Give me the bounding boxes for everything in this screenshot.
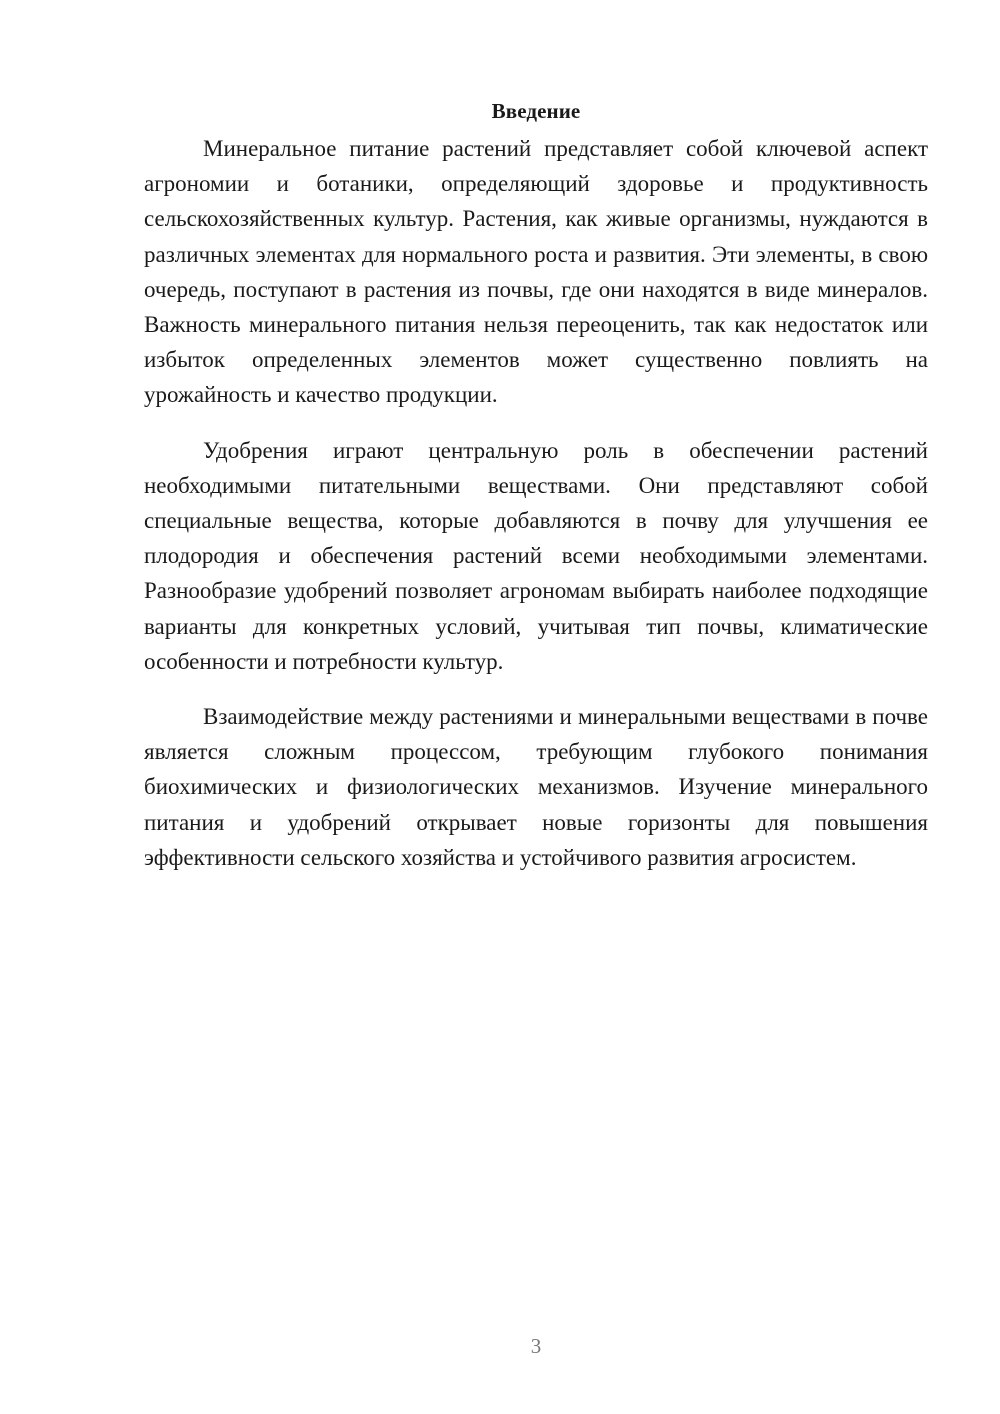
page-title: Введение xyxy=(491,99,581,123)
paragraph-fertilizers: Удобрения играют центральную роль в обеспечении растений необходимыми питательными веществами. Они представляют собой специальные вещества, которые добавляются в почву для улучшения ее плодородия и обеспечения растений всеми необходимыми элементами. Разнообразие удобрений позволяет агрономам выбирать наиболее подходящие варианты для конкретных условий, учитывая тип почвы, климатические особенности и потребности культур. xyxy=(144,437,928,674)
page-number: 3 xyxy=(530,1334,542,1358)
paragraph-mineral-nutrition: Минеральное питание растений представляет собой ключевой аспект агрономии и ботаники, определяющий здоровье и продуктивность сельскохозяйственных культур. Растения, как живые организмы, нуждаются в различных элементах для нормального роста и развития. Эти элементы, в свою очередь, поступают в растения из почвы, где они находятся в виде минералов. Важность минерального питания нельзя переоценить, так как недостаток или избыток определенных элементов может существенно повлиять на урожайность и качество продукции. xyxy=(144,136,928,408)
paragraph-interaction: Взаимодействие между растениями и минеральными веществами в почве является сложным процессом, требующим глубокого понимания биохимических и физиологических механизмов. Изучение минерального питания и удобрений открывает новые горизонты для повышения эффективности сельского хозяйства и устойчивого развития агросистем. xyxy=(144,704,928,870)
page-content xyxy=(144,96,928,895)
